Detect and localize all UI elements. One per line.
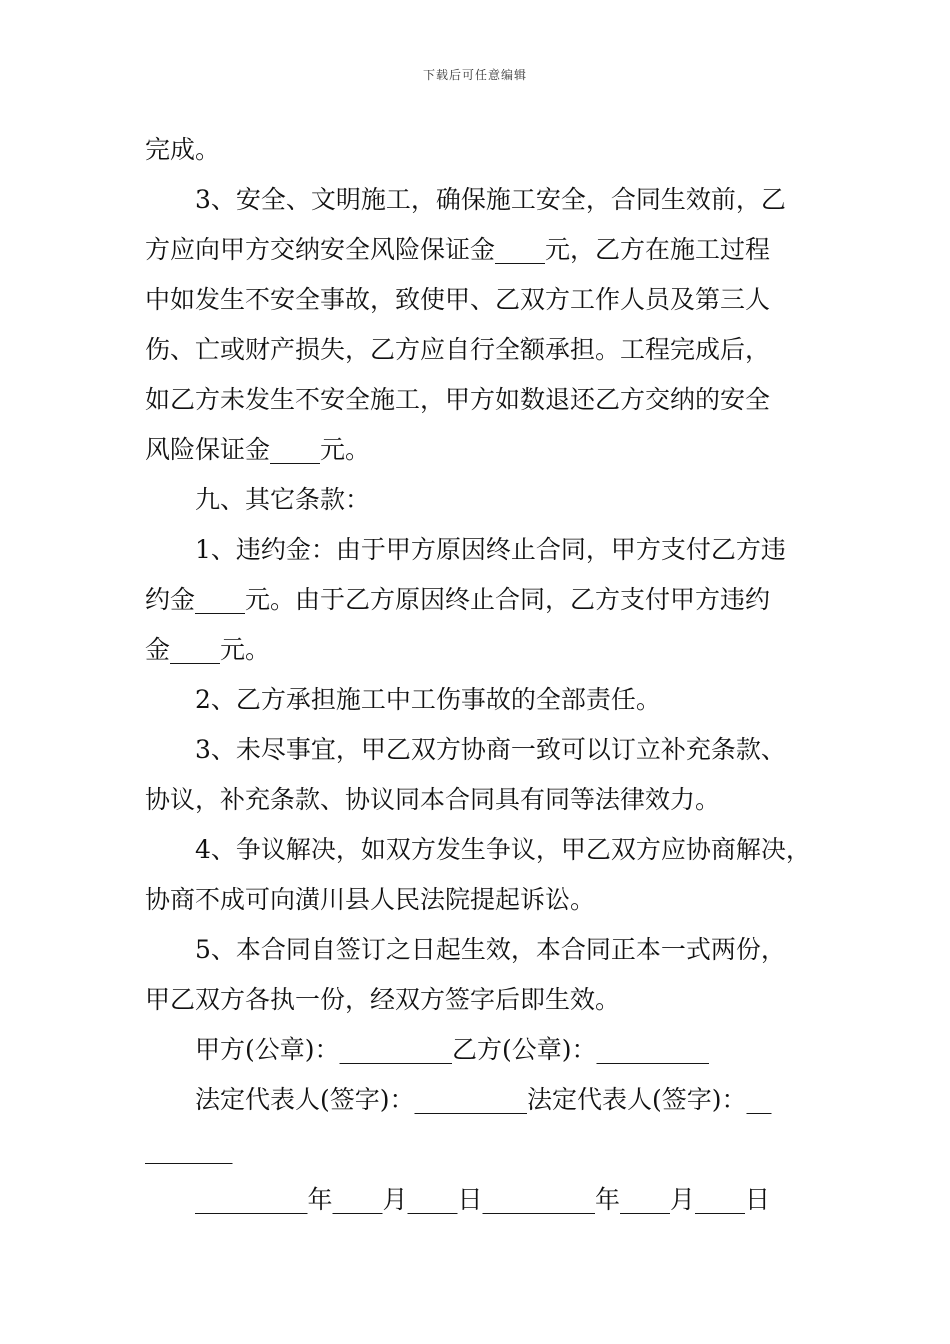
paragraph-line: 金____元。 xyxy=(145,635,271,664)
paragraph-line: 中如发生不安全事故，致使甲、乙双方工作人员及第三人 xyxy=(145,285,771,314)
paragraph-line: 协商不成可向潢川县人民法院提起诉讼。 xyxy=(145,885,596,914)
paragraph-line: 约金____元。由于乙方原因终止合同，乙方支付甲方违约 xyxy=(145,585,771,614)
page-header: 下载后可任意编辑 xyxy=(422,68,527,82)
paragraph-line: 3、安全、文明施工，确保施工安全，合同生效前，乙 xyxy=(195,185,786,214)
paragraph-line: 4、争议解决，如双方发生争议，甲乙双方应协商解决， xyxy=(195,835,811,864)
signature-line: 法定代表人(签字)：_________法定代表人(签字)：__ xyxy=(195,1085,772,1114)
paragraph-line: 5、本合同自签订之日起生效，本合同正本一式两份， xyxy=(195,935,786,964)
paragraph-line: 如乙方未发生不安全施工，甲方如数退还乙方交纳的安全 xyxy=(145,385,771,414)
paragraph-line: 伤、亡或财产损失，乙方应自行全额承担。工程完成后， xyxy=(145,335,771,364)
paragraph-line: 甲乙双方各执一份，经双方签字后即生效。 xyxy=(145,985,621,1014)
seal-line: 甲方(公章)：_________乙方(公章)：_________ xyxy=(195,1035,710,1064)
paragraph-line: 完成。 xyxy=(145,135,221,164)
paragraph-line: 1、违约金：由于甲方原因终止合同，甲方支付乙方违 xyxy=(195,535,786,564)
date-line: _________年____月____日_________年____月____日 xyxy=(195,1185,771,1214)
paragraph-line: 2、乙方承担施工中工伤事故的全部责任。 xyxy=(195,685,661,714)
section-heading: 九、其它条款： xyxy=(195,485,371,514)
signature-line-continued: _______ xyxy=(145,1135,233,1164)
paragraph-line: 风险保证金____元。 xyxy=(145,435,371,464)
paragraph-line: 方应向甲方交纳安全风险保证金____元，乙方在施工过程 xyxy=(145,235,771,264)
paragraph-line: 3、未尽事宜，甲乙双方协商一致可以订立补充条款、 xyxy=(195,735,786,764)
paragraph-line: 协议，补充条款、协议同本合同具有同等法律效力。 xyxy=(145,785,721,814)
